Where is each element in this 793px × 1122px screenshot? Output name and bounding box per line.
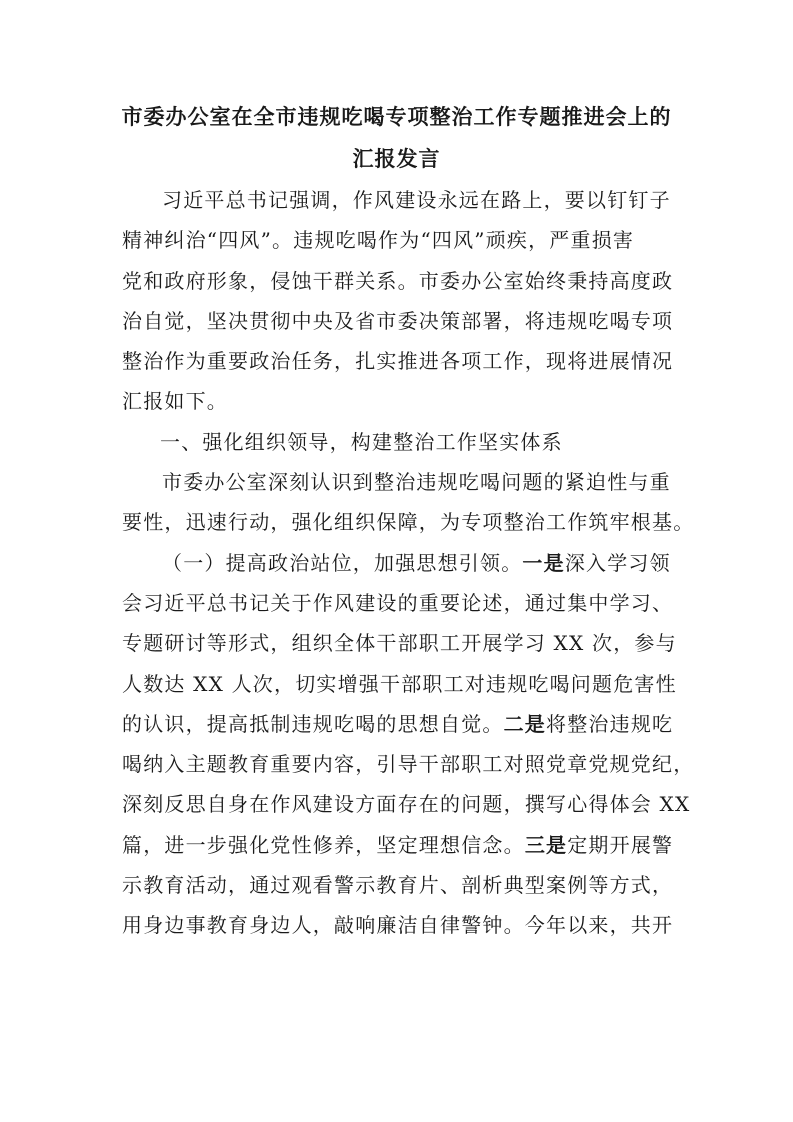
section1-heading: 一、强化组织领导，构建整治工作坚实体系: [160, 429, 563, 454]
section1-line-1: 市委办公室深刻认识到整治违规吃喝问题的紧迫性与重: [162, 470, 671, 495]
sub1-line-5-head: 的认识，提高抵制违规吃喝的思想自觉。: [122, 711, 504, 736]
sub1-line-2: 会习近平总书记关于作风建设的重要论述，通过集中学习、: [122, 590, 674, 615]
sub1-point-1-marker: 一是: [522, 550, 565, 575]
sub1-line-8-tail: 定期开展警: [567, 832, 674, 857]
sub1-line-9: 示教育活动，通过观看警示教育片、剖析典型案例等方式，: [122, 873, 674, 898]
sub1-line-7: 深刻反思自身在作风建设方面存在的问题，撰写心得体会 XX: [122, 792, 691, 817]
sub1-line-8: [122, 825, 687, 865]
sub1-line-10: 用身边事教育身边人，敲响廉洁自律警钟。今年以来，共开: [122, 913, 674, 938]
sub1-line-3: 专题研讨等形式，组织全体干部职工开展学习 XX 次，参与: [122, 631, 677, 656]
sub1-line-1: [122, 543, 687, 583]
sub1-line-8-head: 篇，进一步强化党性修养，坚定理想信念。: [122, 832, 525, 857]
intro-line-2: 精神纠治“四风”。违规吃喝作为“四风”顽疾，严重损害: [122, 228, 635, 253]
intro-line-6: 汇报如下。: [122, 389, 228, 414]
sub1-point-3-marker: 三是: [524, 832, 568, 857]
document-title-line2: 汇报发言: [352, 146, 441, 171]
sub1-line-4: 人数达 XX 人次，切实增强干部职工对违规吃喝问题危害性: [122, 671, 677, 696]
intro-line-5: 整治作为重要政治任务，扎实推进各项工作，现将进展情况: [122, 349, 674, 374]
sub1-line-1-tail: 深入学习领: [564, 550, 671, 575]
intro-line-1: 习近平总书记强调，作风建设永远在路上，要以钉钉子: [162, 188, 671, 212]
sub1-heading: （一）提高政治站位，加强思想引领。: [162, 550, 523, 575]
sub1-line-5-tail: 将整治违规吃: [546, 711, 674, 736]
document-title-line1: 市委办公室在全市违规吃喝专项整治工作专题推进会上的: [121, 104, 672, 129]
sub1-point-2-marker: 二是: [503, 711, 547, 736]
sub1-line-6: 喝纳入主题教育重要内容，引导干部职工对照党章党规党纪，: [122, 752, 695, 777]
section1-line-2: 要性，迅速行动，强化组织保障，为专项整治工作筑牢根基。: [122, 510, 695, 535]
intro-line-4: 治自觉，坚决贯彻中央及省市委决策部署，将违规吃喝专项: [122, 308, 674, 333]
intro-line-3: 党和政府形象，侵蚀干群关系。市委办公室始终秉持高度政: [122, 268, 674, 293]
sub1-line-5: [122, 704, 687, 744]
document-body: [122, 180, 695, 946]
